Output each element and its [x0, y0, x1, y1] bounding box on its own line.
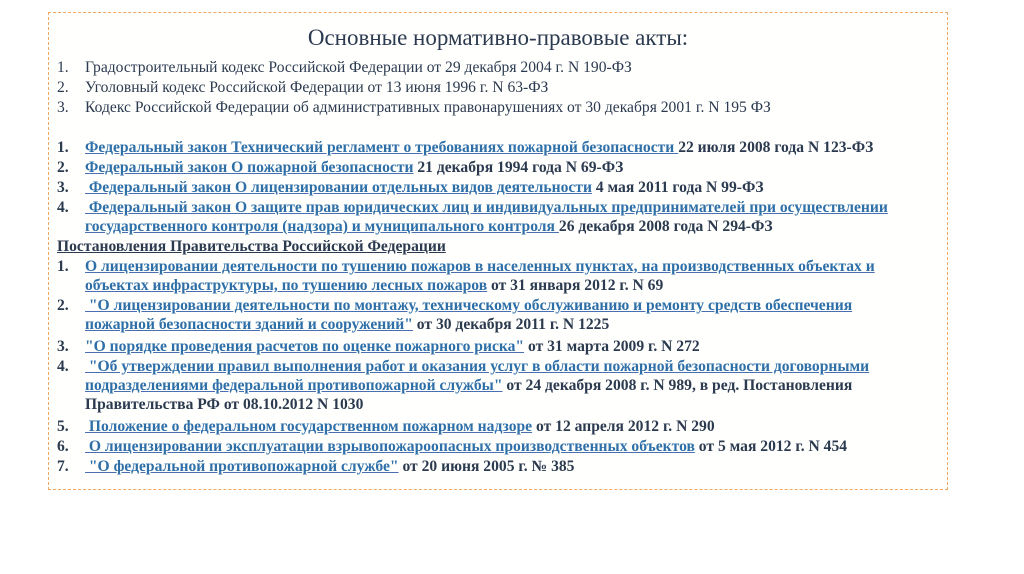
resolution-item: [57, 418, 715, 436]
resolution-item: [57, 258, 875, 276]
law-item: [57, 179, 764, 197]
resolution-item: [57, 358, 869, 376]
item-number: 4.: [57, 358, 69, 375]
law-item: [57, 199, 888, 217]
resolution-item-continuation: [85, 316, 609, 334]
item-number: 7.: [57, 458, 69, 475]
item-date: от 31 января 2012 г. N 69: [487, 277, 664, 294]
item-number: 2.: [57, 159, 69, 176]
item-number: 1.: [57, 139, 69, 156]
law-link[interactable]: Федеральный закон О защите прав юридических лиц и индивидуальных предпринимателей при осуществлении: [85, 199, 888, 216]
item-date: от 12 апреля 2012 г. N 290: [532, 418, 715, 435]
item-number: 6.: [57, 438, 69, 455]
item-date: 21 декабря 1994 года N 69-ФЗ: [413, 159, 624, 176]
item-number: 3.: [57, 338, 69, 355]
resolution-link[interactable]: "О лицензировании деятельности по монтажу, техническому обслуживанию и ремонту средств обеспечения: [85, 297, 853, 314]
item-number: 1.: [57, 59, 69, 76]
law-link[interactable]: Федеральный закон О пожарной безопасности: [85, 159, 414, 176]
resolution-item-continuation: [85, 377, 852, 395]
law-link[interactable]: государственного контроля (надзора) и муниципального контроля: [85, 218, 559, 235]
item-number: 3.: [57, 99, 69, 116]
item-date: от 24 декабря 2008 г. N 989, в ред. Постановления: [502, 377, 853, 394]
law-link[interactable]: Федеральный закон Технический регламент о требованиях пожарной безопасности: [85, 139, 679, 156]
resolution-item-continuation: [85, 277, 663, 295]
resolution-item-continuation: [85, 396, 363, 414]
item-date: 22 июля 2008 года N 123-ФЗ: [678, 139, 874, 156]
resolution-link[interactable]: "О федеральной противопожарной службе": [85, 458, 399, 475]
resolution-item: [57, 458, 574, 476]
item-date: 4 мая 2011 года N 99-ФЗ: [591, 179, 764, 196]
item-date: от 30 декабря 2011 г. N 1225: [412, 316, 610, 333]
resolution-item: [57, 297, 852, 315]
law-item: [57, 139, 873, 157]
resolution-link[interactable]: "О порядке проведения расчетов по оценке пожарного риска": [85, 338, 525, 355]
resolutions-heading: Постановления Правительства Российской Федерации: [57, 238, 446, 255]
item-text: Уголовный кодекс Российской Федерации от 13 июня 1996 г. N 63-ФЗ: [85, 79, 549, 96]
item-date: от 20 июня 2005 г. № 385: [398, 458, 575, 475]
item-date: от 5 мая 2012 г. N 454: [694, 438, 848, 455]
resolution-link[interactable]: "Об утверждении правил выполнения работ и оказания услуг в области пожарной безопасности договорными: [85, 358, 870, 375]
item-date: от 31 марта 2009 г. N 272: [524, 338, 700, 355]
code-item: [57, 99, 771, 117]
item-number: 4.: [57, 199, 69, 216]
item-number: 2.: [57, 79, 69, 96]
item-number: 5.: [57, 418, 69, 435]
law-link[interactable]: Федеральный закон О лицензировании отдельных видов деятельности: [85, 179, 592, 196]
code-item: [57, 59, 632, 77]
resolution-link[interactable]: подразделениями федеральной противопожарной службы": [85, 377, 503, 394]
law-item-continuation: [85, 218, 773, 236]
law-item: [57, 159, 623, 177]
content-slide: [48, 12, 948, 490]
item-date: Правительства РФ от 08.10.2012 N 1030: [85, 396, 364, 413]
item-number: 3.: [57, 179, 69, 196]
item-text: Градостроительный кодекс Российской Федерации от 29 декабря 2004 г. N 190-ФЗ: [85, 59, 632, 76]
resolution-link[interactable]: объектах инфраструктуры, по тушению лесных пожаров: [85, 277, 488, 294]
resolution-link[interactable]: О лицензировании деятельности по тушению пожаров в населенных пунктах, на производственных объектах и: [85, 258, 875, 275]
resolution-link[interactable]: Положение о федеральном государственном пожарном надзоре: [85, 418, 533, 435]
item-date: 26 декабря 2008 года N 294-ФЗ: [558, 218, 773, 235]
item-number: 2.: [57, 297, 69, 314]
resolution-item: [57, 438, 847, 456]
resolution-item: [57, 338, 700, 356]
resolution-link[interactable]: пожарной безопасности зданий и сооружений": [85, 316, 413, 333]
item-text: Кодекс Российской Федерации об административных правонарушениях от 30 декабря 2001 г. N 195 ФЗ: [85, 99, 771, 116]
item-number: 1.: [57, 258, 69, 275]
resolution-link[interactable]: О лицензировании эксплуатации взрывопожароопасных производственных объектов: [85, 438, 695, 455]
code-item: [57, 79, 548, 97]
slide-title: Основные нормативно-правовые акты:: [307, 25, 689, 50]
